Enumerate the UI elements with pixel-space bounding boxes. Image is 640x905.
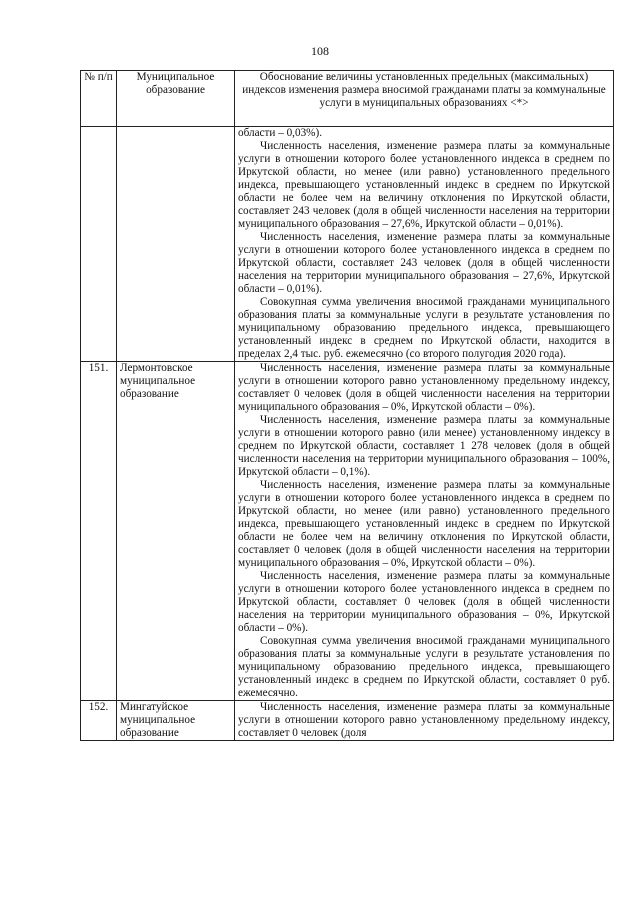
table-body: [81, 127, 614, 741]
header-municipality: Муниципальное образование: [117, 71, 235, 127]
municipality-name: [117, 127, 235, 362]
justification-cell: [235, 701, 614, 741]
justification-cell: [235, 362, 614, 701]
row-number: [81, 127, 117, 362]
justification-paragraph: области – 0,03%).: [238, 127, 323, 139]
table-row: [81, 127, 614, 362]
justification-paragraph: Численность населения, изменение размера платы за коммунальные услуги в отношении которого равно установленному предельному индексу, составляет 0 человек (доля: [238, 701, 610, 739]
justification-paragraph: Численность населения, изменение размера платы за коммунальные услуги в отношении которого более установленного индекса в среднем по Иркутской области, составляет 243 человек (доля в общей численности населения на территории муниципального образования – 27,6%, Иркутской области – 0,01%).: [238, 231, 610, 295]
municipality-name: Лермонтовское муниципальное образование: [117, 362, 235, 701]
table-row: [81, 362, 614, 701]
justification-paragraph: Численность населения, изменение размера платы за коммунальные услуги в отношении которого равно установленному предельному индексу, составляет 0 человек (доля в общей численности населения на территории муниципального образования – 0%, Иркутской области – 0%).: [238, 362, 610, 413]
table-header-row: [81, 71, 614, 127]
header-justification: Обоснование величины установленных предельных (максимальных) индексов изменения размера вносимой гражданами платы за коммунальные услуги в муниципальных образованиях <*>: [235, 71, 614, 127]
justification-paragraph: Совокупная сумма увеличения вносимой гражданами муниципального образования платы за коммунальные услуги в результате установления по муниципальному образованию предельного индекса, превышающего установленный индекс в среднем по Иркутской области, составляет 0 руб. ежемесячно.: [238, 635, 610, 699]
justification-paragraph: Численность населения, изменение размера платы за коммунальные услуги в отношении которого равно (или менее) установленному индексу в среднем по Иркутской области, составляет 1 278 человек (доля в общей численности населения на территории муниципального образования – 100%, Иркутской области – 0,1%).: [238, 414, 610, 478]
row-number: 151.: [81, 362, 117, 701]
header-num: № п/п: [81, 71, 117, 127]
justification-paragraph: Численность населения, изменение размера платы за коммунальные услуги в отношении которого более установленного индекса в среднем по Иркутской области, составляет 0 человек (доля в общей численности населения на территории муниципального образования – 0%, Иркутской области – 0%).: [238, 570, 610, 634]
justification-paragraph: Численность населения, изменение размера платы за коммунальные услуги в отношении которого более установленного индекса в среднем по Иркутской области, но менее (или равно) установленного предельного индекса, превышающего установленный индекс в среднем по Иркутской области не более чем на величину отклонения по Иркутской области, составляет 243 человек (доля в общей численности населения на территории муниципального образования – 27,6%, Иркутской области – 0,01%).: [238, 140, 610, 230]
table-row: [81, 701, 614, 741]
row-number: 152.: [81, 701, 117, 741]
indices-table: [80, 70, 614, 741]
municipality-name: Мингатуйское муниципальное образование: [117, 701, 235, 741]
justification-paragraph: Совокупная сумма увеличения вносимой гражданами муниципального образования платы за коммунальные услуги в результате установления по муниципальному образованию предельного индекса, превышающего установленный индекс в среднем по Иркутской области, находится в пределах 2,4 тыс. руб. ежемесячно (со второго полугодия 2020 года).: [238, 296, 610, 360]
justification-paragraph: Численность населения, изменение размера платы за коммунальные услуги в отношении которого более установленного индекса в среднем по Иркутской области, но менее (или равно) установленного предельного индекса, превышающего установленный индекс в среднем по Иркутской области не более чем на величину отклонения по Иркутской области, составляет 0 человек (доля в общей численности населения на территории муниципального образования – 0%, Иркутской области – 0%).: [238, 479, 610, 569]
page-number: 108: [311, 44, 329, 58]
justification-cell: [235, 127, 614, 362]
